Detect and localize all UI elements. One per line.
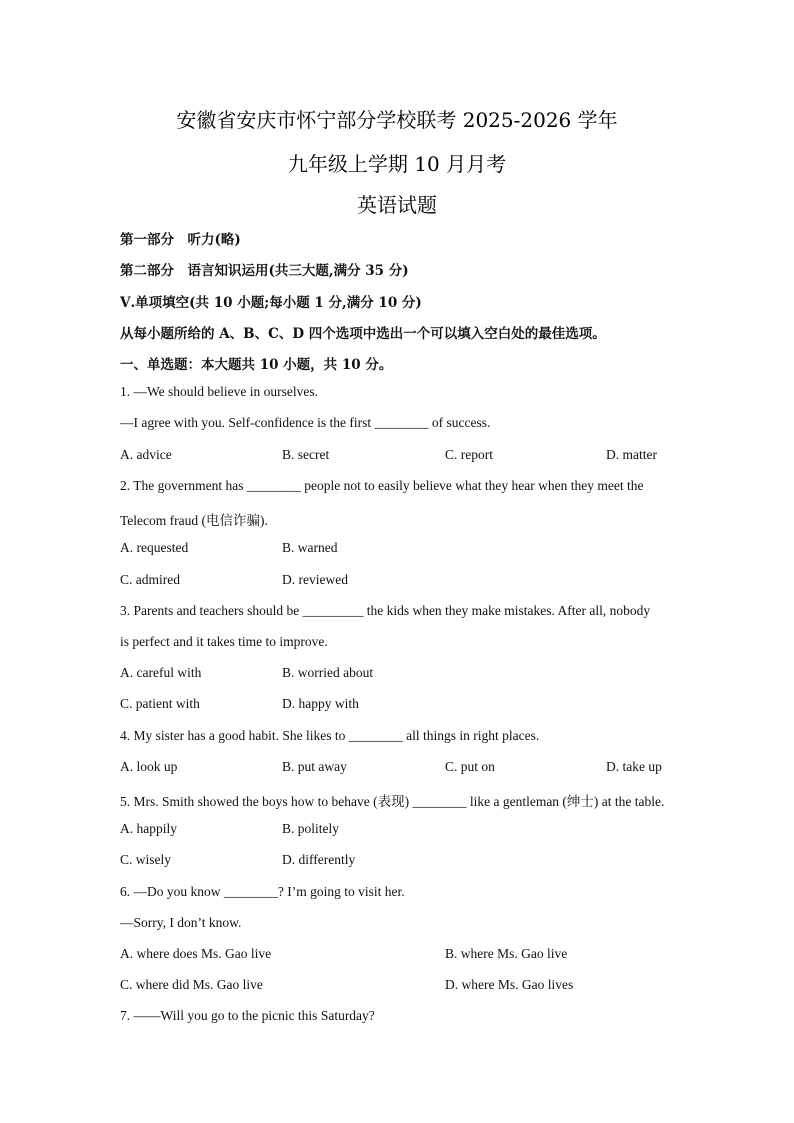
question-7-line-1: 7. ——Will you go to the picnic this Saturday?: [120, 1008, 375, 1023]
question-1-line-1: 1. —We should believe in ourselves.: [120, 384, 318, 399]
question-3-line-1: 3. Parents and teachers should be _________ the kids when they make mistakes. After all, nobody: [120, 603, 651, 618]
question-3-option-c: C. patient with: [120, 696, 200, 711]
exam-title-school: 安徽省安庆市怀宁部分学校联考 2025-2026 学年: [176, 108, 618, 132]
question-6-option-d: D. where Ms. Gao lives: [445, 977, 574, 992]
question-2-option-a: A. requested: [120, 540, 189, 555]
question-3-line-2: is perfect and it takes time to improve.: [120, 634, 328, 649]
question-6-line-2: —Sorry, I don’t know.: [120, 915, 242, 930]
section-heading: 一、单选题：本大题共 10 小题，共 10 分。: [120, 357, 393, 373]
question-4-line-1: 4. My sister has a good habit. She likes to ________ all things in right places.: [120, 728, 540, 743]
question-6-option-b: B. where Ms. Gao live: [445, 946, 568, 961]
question-4-option-c: C. put on: [445, 759, 495, 774]
question-2-option-d: D. reviewed: [282, 572, 348, 587]
question-5-line-1: 5. Mrs. Smith showed the boys how to behave (表现) ________ like a gentleman (绅士) at the table.: [120, 794, 665, 809]
exam-title-grade: 九年级上学期 10 月月考: [287, 152, 507, 176]
question-2-line-2: Telecom fraud (电信诈骗).: [120, 513, 268, 528]
question-3-option-d: D. happy with: [282, 696, 359, 711]
question-5-option-a: A. happily: [120, 821, 177, 836]
section-part1: 第一部分 听力(略): [120, 232, 241, 248]
question-1-option-b: B. secret: [282, 447, 330, 462]
question-1-line-2: —I agree with you. Self-confidence is the first ________ of success.: [120, 415, 491, 430]
question-3-option-b: B. worried about: [282, 665, 374, 680]
question-3-option-a: A. careful with: [120, 665, 202, 680]
section-instruction: 从每小题所给的 A、B、C、D 四个选项中选出一个可以填入空白处的最佳选项。: [120, 326, 606, 342]
question-2-option-c: C. admired: [120, 572, 180, 587]
question-4-option-b: B. put away: [282, 759, 347, 774]
question-4-option-d: D. take up: [606, 759, 662, 774]
question-2-line-1: 2. The government has ________ people not to easily believe what they hear when they meet the: [120, 478, 644, 493]
question-6-option-c: C. where did Ms. Gao live: [120, 977, 263, 992]
question-5-option-c: C. wisely: [120, 852, 172, 867]
question-1-option-c: C. report: [445, 447, 493, 462]
section-part5: Ⅴ.单项填空(共 10 小题;每小题 1 分,满分 10 分): [120, 295, 422, 311]
question-1-option-a: A. advice: [120, 447, 172, 462]
question-2-option-b: B. warned: [282, 540, 338, 555]
question-4-option-a: A. look up: [120, 759, 178, 774]
question-1-option-d: D. matter: [606, 447, 657, 462]
question-5-option-d: D. differently: [282, 852, 356, 867]
question-6-line-1: 6. —Do you know ________? I’m going to visit her.: [120, 884, 405, 899]
question-5-option-b: B. politely: [282, 821, 339, 836]
section-part2: 第二部分 语言知识运用(共三大题,满分 35 分): [120, 263, 409, 279]
question-6-option-a: A. where does Ms. Gao live: [120, 946, 272, 961]
exam-title-subject: 英语试题: [357, 193, 437, 217]
